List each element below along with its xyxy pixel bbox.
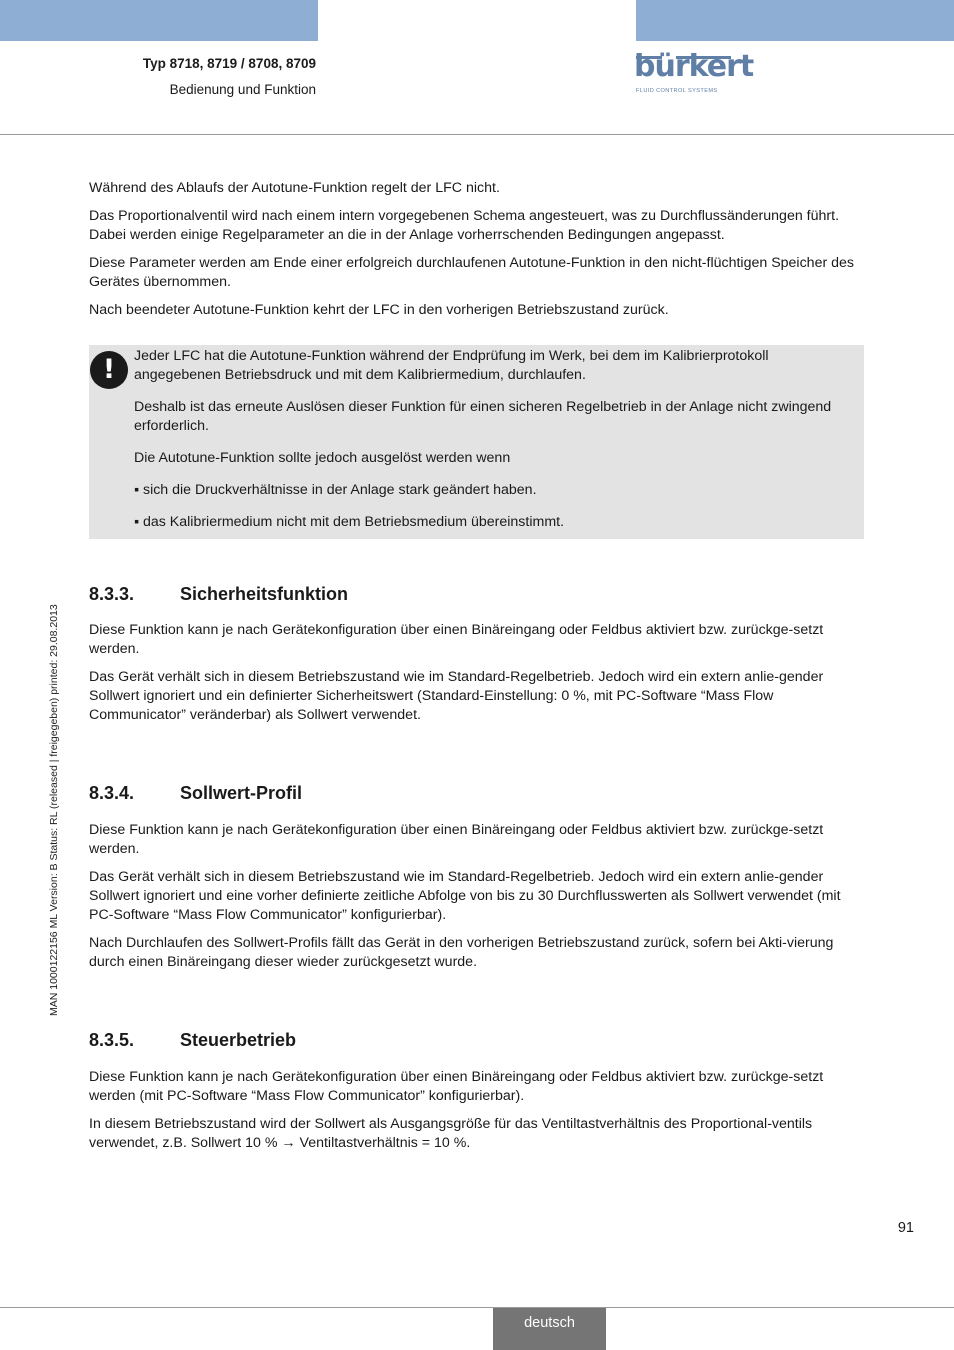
section-paragraph: Das Gerät verhält sich in diesem Betriebszustand wie im Standard-Regelbetrieb. Jedoch wird ein extern anlie-gender Sollwert ignoriert und eine vorher definierte zeitliche Abfolge von bis zu 30 Durchflusswerten als Sollwert verwendet (mit PC-Software “Mass Flow Communicator” konfigurierbar). — [89, 869, 841, 923]
section-heading-steuerbetrieb — [89, 1031, 864, 1050]
main-content — [89, 179, 864, 1162]
section-paragraph: Diese Funktion kann je nach Gerätekonfiguration über einen Binäreingang oder Feldbus aktiviert bzw. zurückge-setzt werden. — [89, 822, 824, 857]
note-paragraph: Jeder LFC hat die Autotune-Funktion während der Endprüfung im Werk, bei dem im Kalibrierprotokoll angegebenen Betriebsdruck und mit dem Kalibriermedium, durchlaufen. — [134, 348, 769, 383]
logo-wordmark: bürkert — [634, 49, 754, 84]
footer-divider — [0, 1307, 954, 1308]
exclamation-icon: ! — [90, 351, 128, 389]
language-tab: deutsch — [493, 1308, 606, 1350]
intro-paragraph: Nach beendeter Autotune-Funktion kehrt der LFC in den vorherigen Betriebszustand zurück. — [89, 302, 669, 318]
note-bullet: ▪ sich die Druckverhältnisse in der Anlage stark geändert haben. — [134, 482, 537, 498]
section-number: 8.3.5. — [89, 1030, 135, 1050]
section-heading-sollwert-profil — [89, 784, 864, 803]
note-paragraph: Deshalb ist das erneute Auslösen dieser Funktion für einen sicheren Regelbetrieb in der Anlage nicht zwingend erforderlich. — [134, 399, 832, 434]
section-number: 8.3.4. — [89, 783, 135, 803]
section-heading-sicherheitsfunktion — [89, 585, 864, 604]
section-paragraph: Nach Durchlaufen des Sollwert-Profils fällt das Gerät in den vorherigen Betriebszustand zurück, sofern bei Akti-vierung durch einen Binäreingang dieser wieder zurückgesetzt wurde. — [89, 935, 834, 970]
section-title: Steuerbetrieb — [180, 1030, 297, 1050]
intro-paragraph: Während des Ablaufs der Autotune-Funktion regelt der LFC nicht. — [89, 180, 500, 196]
document-type: Typ 8718, 8719 / 8708, 8709 — [142, 56, 316, 71]
document-id-sidebar: MAN 1000122156 ML Version: B Status: RL (released | freigegeben) printed: 29.08.2013 — [48, 604, 60, 1016]
note-paragraph: Die Autotune-Funktion sollte jedoch ausgelöst werden wenn — [134, 450, 511, 466]
section-title: Sicherheitsfunktion — [180, 584, 349, 604]
burkert-logo — [634, 49, 754, 96]
intro-paragraph: Diese Parameter werden am Ende einer erfolgreich durchlaufenen Autotune-Funktion in den nicht-flüchtigen Speicher des Gerätes übernommen. — [89, 255, 855, 290]
section-number: 8.3.3. — [89, 584, 135, 604]
section-title: Sollwert-Profil — [180, 783, 303, 803]
section-paragraph: Das Gerät verhält sich in diesem Betriebszustand wie im Standard-Regelbetrieb. Jedoch wird ein extern anlie-gender Sollwert ignoriert und ein definierter Sicherheitswert (Standard-Einstellung: 0 %, mit PC-Software “Mass Flow Communicator” veränderbar) als Sollwert verwendet. — [89, 669, 824, 723]
page-number: 91 — [897, 1220, 914, 1236]
document-section: Bedienung und Funktion — [169, 82, 316, 97]
header-bar-right — [636, 0, 954, 41]
logo-tagline: FLUID CONTROL SYSTEMS — [636, 88, 718, 94]
header-bar-left — [0, 0, 318, 41]
section-paragraph: In diesem Betriebszustand wird der Sollwert als Ausgangsgröße für das Ventiltastverhältnis des Proportional-ventils verwendet, z.B. Sollwert 10 % → Ventiltastverhältnis = 10 %. — [89, 1116, 813, 1151]
section-paragraph: Diese Funktion kann je nach Gerätekonfiguration über einen Binäreingang oder Feldbus aktiviert bzw. zurückge-setzt werden (mit PC-Software “Mass Flow Communicator” konfigurierbar). — [89, 1069, 824, 1104]
intro-paragraph: Das Proportionalventil wird nach einem intern vorgegebenen Schema angesteuert, was zu Durchflussänderungen führt. Dabei werden einige Regelparameter an die in der Anlage vorherrschenden Bedingungen angepasst. — [89, 208, 840, 243]
note-bullet: ▪ das Kalibriermedium nicht mit dem Betriebsmedium übereinstimmt. — [134, 514, 565, 530]
header-divider — [0, 134, 954, 135]
section-paragraph: Diese Funktion kann je nach Gerätekonfiguration über einen Binäreingang oder Feldbus aktiviert bzw. zurückge-setzt werden. — [89, 622, 824, 657]
note-box — [89, 345, 864, 539]
